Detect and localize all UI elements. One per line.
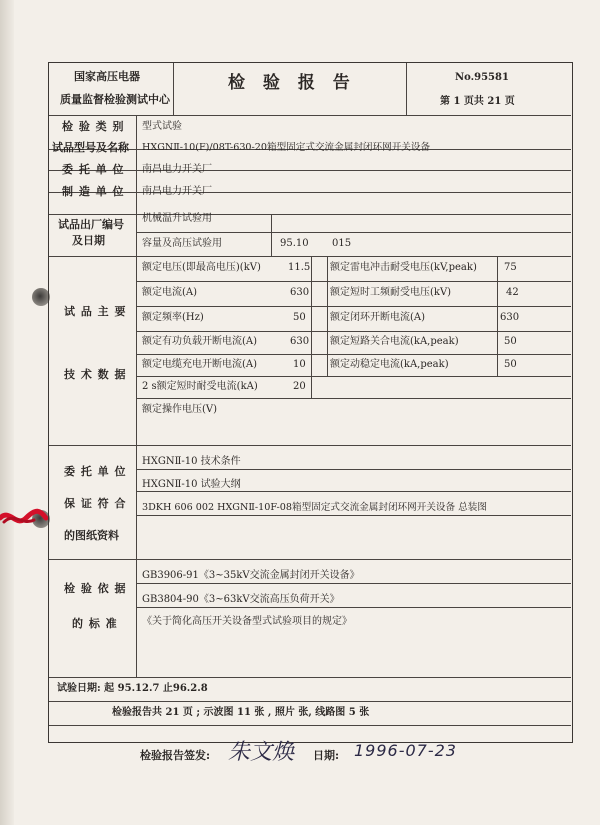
org-name-line1: 国家高压电器 (74, 70, 140, 83)
tech-param-value: 50 (504, 336, 517, 347)
type-value: 型式试验 (142, 121, 182, 132)
model-label: 试品型号及名称 (52, 141, 129, 154)
drawing-item: 3DKH 606 002 HXGNⅡ-10F-08箱型固定式交流金属封闭环网开关设备 总装图 (142, 502, 487, 513)
tech-param-value: 50 (504, 359, 517, 370)
tech-param-name: 额定频率(Hz) (142, 312, 204, 323)
drawing-item: HXGNⅡ-10 技术条件 (142, 456, 241, 467)
tech-param-name: 2 s额定短时耐受电流(kA) (142, 381, 258, 392)
signature: 朱文焕 (228, 740, 295, 765)
page-title: 检 验 报 告 (228, 73, 356, 93)
tech-param-value: 630 (290, 287, 310, 298)
drawings-label: 委 托 单 位 (64, 465, 127, 478)
drawings-label-3: 的图纸资料 (64, 529, 119, 542)
tech-param-name: 额定电缆充电开断电流(A) (142, 359, 258, 370)
client-value: 南昌电力开关厂 (142, 164, 212, 175)
tech-param-value: 630 (290, 336, 310, 347)
tech-param-name: 额定电压(即最高电压)(kV) (142, 262, 261, 273)
tech-param-value: 75 (504, 262, 517, 273)
tech-param-value: 20 (293, 381, 306, 392)
report-summary: 检验报告共 21 页 ; 示波图 11 张 , 照片 张, 线路图 5 张 (112, 707, 370, 718)
tech-param-name: 额定雷电冲击耐受电压(kV,peak) (330, 262, 477, 273)
drawings-label-2: 保 证 符 合 (64, 497, 127, 510)
tech-param-value: 630 (500, 312, 520, 323)
standard-item: GB3906-91《3~35kV交流金属封闭开关设备》 (142, 570, 360, 581)
tech-param-name: 额定闭环开断电流(A) (330, 312, 426, 323)
serial-item-number: 015 (332, 238, 352, 249)
tech-param-name: 额定短时工频耐受电压(kV) (330, 287, 452, 298)
client-label: 委 托 单 位 (62, 163, 125, 176)
tech-param-value: 50 (293, 312, 306, 323)
serial-label: 试品出厂编号 (58, 218, 124, 231)
serial-item-name: 机械温升试验用 (142, 213, 212, 224)
sign-label: 检验报告签发: (140, 749, 211, 762)
serial-item-name: 容量及高压试验用 (142, 238, 222, 249)
tech-param-name: 额定操作电压(V) (142, 404, 218, 415)
binding-edge (0, 0, 14, 825)
tech-param-value: 10 (293, 359, 306, 370)
standard-item: 《关于简化高压开关设备型式试验项目的规定》 (142, 616, 352, 627)
tech-param-name: 额定有功负载开断电流(A) (142, 336, 258, 347)
maker-label: 制 造 单 位 (62, 185, 125, 198)
serial-item-date: 95.10 (280, 238, 309, 249)
standard-item: GB3804-90《3~63kV交流高压负荷开关》 (142, 594, 340, 605)
tech-param-value: 42 (506, 287, 519, 298)
tech-param-name: 额定电流(A) (142, 287, 198, 298)
maker-value: 南昌电力开关厂 (142, 186, 212, 197)
standards-label: 检 验 依 据 (64, 582, 127, 595)
report-table (48, 62, 573, 743)
test-date: 试验日期: 起 95.12.7 止96.2.8 (57, 683, 208, 694)
model-value: HXGNⅡ-10(F)/08T-630-20箱型固定式交流金属封闭环网开关设备 (142, 142, 431, 153)
signed-date: 1996-07-23 (354, 741, 457, 760)
org-name-line2: 质量监督检验测试中心 (60, 93, 170, 106)
report-number: No.95581 (455, 72, 509, 83)
drawing-item: HXGNⅡ-10 试验大纲 (142, 479, 241, 490)
type-label: 检 验 类 别 (62, 120, 125, 133)
tech-param-value: 11.5 (288, 262, 311, 273)
standards-label-2: 的 标 准 (72, 617, 118, 630)
serial-label-2: 及日期 (72, 234, 105, 247)
date-label: 日期: (313, 749, 340, 762)
tech-label: 试 品 主 要 (64, 305, 127, 318)
tech-label-2: 技 术 数 据 (64, 368, 127, 381)
tech-param-name: 额定短路关合电流(kA,peak) (330, 336, 459, 347)
tech-param-name: 额定动稳定电流(kA,peak) (330, 359, 449, 370)
page-info: 第 1 页共 21 页 (440, 96, 515, 107)
